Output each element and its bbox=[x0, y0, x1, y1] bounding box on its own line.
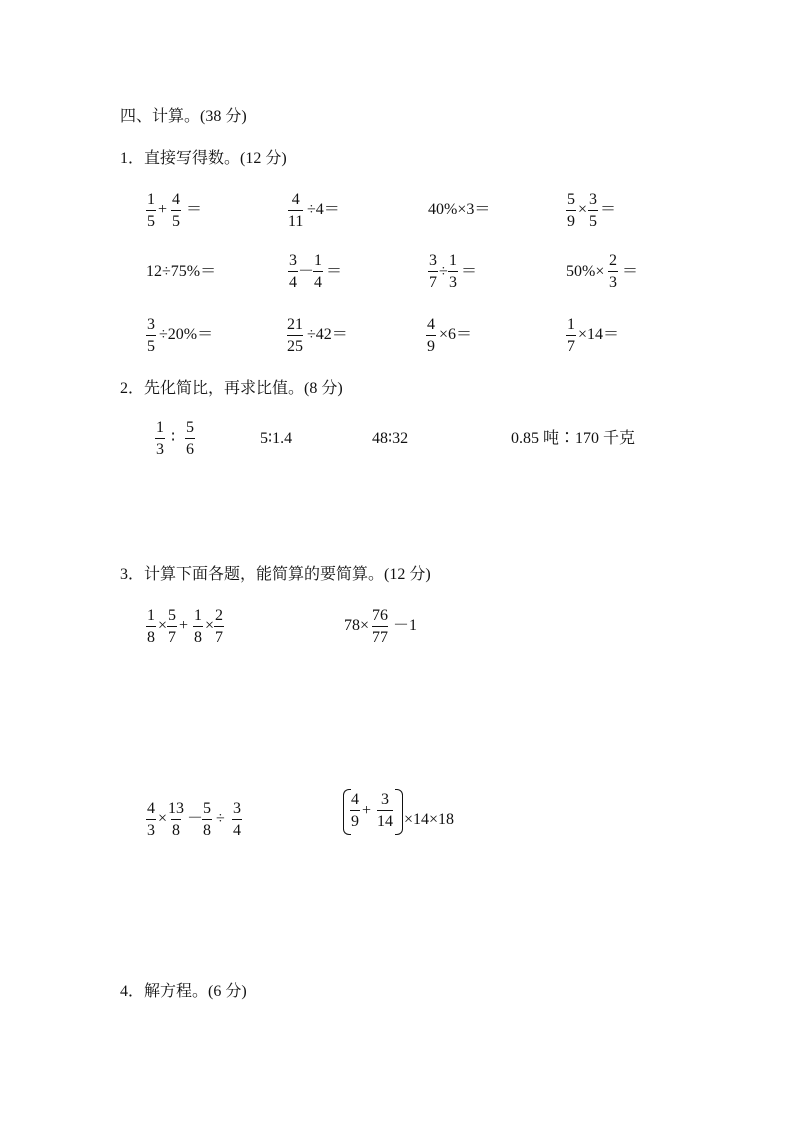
fraction: $\frac{4}{5}$ bbox=[172, 191, 180, 230]
fraction: $\frac{2}{3}$ bbox=[609, 252, 617, 291]
fraction: $\frac{21}{25}$ bbox=[287, 316, 303, 355]
fraction: $\frac{3}{7}$ bbox=[429, 252, 437, 291]
q2-ratio-4: 0.85 吨∶170 千克 bbox=[511, 430, 636, 447]
fraction: $\frac{4}{9}$ bbox=[351, 791, 359, 830]
fraction: $\frac{3}{4}$ bbox=[233, 800, 241, 839]
q2-title: 2．先化简比，再求比值。(8 分) bbox=[120, 380, 343, 397]
fraction: $\frac{1}{4}$ bbox=[314, 252, 322, 291]
section-title: 四、计算。(38 分) bbox=[120, 108, 247, 125]
q4-title: 4．解方程。(6 分) bbox=[120, 983, 247, 1000]
fraction: $\frac{4}{9}$ bbox=[427, 316, 435, 355]
q2-ratio-3: 48∶32 bbox=[372, 430, 409, 447]
fraction: $\frac{3}{5}$ bbox=[589, 191, 597, 230]
fraction: $\frac{1}{5}$ bbox=[147, 191, 155, 230]
q1-item-c: 40%×3＝ bbox=[428, 201, 491, 218]
fraction: $\frac{2}{7}$ bbox=[215, 607, 223, 646]
fraction: $\frac{5}{8}$ bbox=[203, 800, 211, 839]
fraction: $\frac{1}{3}$ bbox=[156, 419, 164, 458]
fraction: $\frac{4}{3}$ bbox=[147, 800, 155, 839]
fraction: $\frac{13}{8}$ bbox=[168, 800, 184, 839]
fraction: $\frac{76}{77}$ bbox=[372, 607, 388, 646]
fraction: $\frac{1}{8}$ bbox=[147, 607, 155, 646]
fraction: $\frac{3}{4}$ bbox=[289, 252, 297, 291]
fraction: $\frac{4}{11}$ bbox=[288, 191, 304, 230]
fraction: $\frac{5}{7}$ bbox=[168, 607, 176, 646]
q1-item-e: 12÷75%＝ bbox=[146, 263, 217, 280]
q2-ratio-2: 5∶1.4 bbox=[260, 430, 293, 447]
q1-title: 1．直接写得数。(12 分) bbox=[120, 150, 287, 167]
q3-title: 3．计算下面各题，能简算的要简算。(12 分) bbox=[120, 566, 431, 583]
fraction: $\frac{1}{3}$ bbox=[449, 252, 457, 291]
fraction: $\frac{5}{9}$ bbox=[567, 191, 575, 230]
right-bracket bbox=[395, 789, 403, 835]
fraction: $\frac{1}{8}$ bbox=[194, 607, 202, 646]
fraction: $\frac{3}{14}$ bbox=[377, 791, 393, 830]
fraction: $\frac{5}{6}$ bbox=[186, 419, 194, 458]
fraction: $\frac{3}{5}$ bbox=[147, 316, 155, 355]
fraction: $\frac{1}{7}$ bbox=[567, 316, 575, 355]
